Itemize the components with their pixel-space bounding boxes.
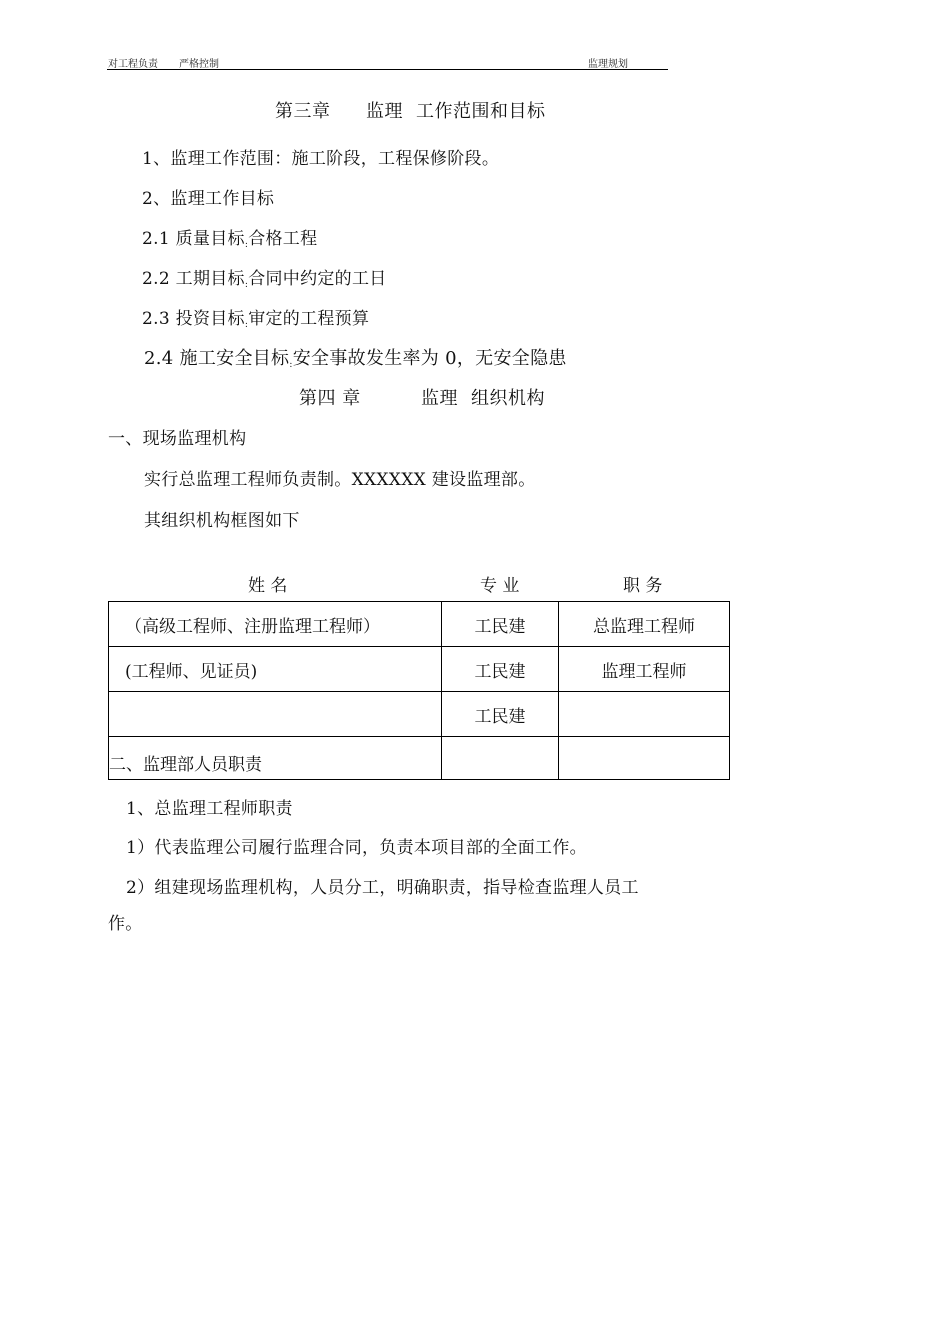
duties-section-title: 二、监理部人员职责 bbox=[109, 737, 442, 780]
scope-item-1: 1、监理工作范围：施工阶段，工程保修阶段。 bbox=[142, 149, 500, 169]
duties-item-1: 1、总监理工程师职责 bbox=[126, 799, 293, 819]
scope-item-2: 2、监理工作目标 bbox=[142, 189, 275, 209]
investment-target-label: 2.3 投资目标 bbox=[142, 309, 245, 329]
header-rule bbox=[107, 69, 668, 70]
table-row bbox=[109, 647, 730, 692]
table-cell-position bbox=[559, 737, 730, 780]
chapter4-title-number: 第四 章 bbox=[299, 388, 361, 409]
table-header-position: 职 务 bbox=[623, 576, 663, 596]
org-section-title: 一、现场监理机构 bbox=[108, 429, 247, 449]
scope-item-2-1 bbox=[142, 224, 317, 250]
table-header-name: 姓 名 bbox=[248, 576, 288, 596]
scope-item-2-4 bbox=[144, 344, 567, 370]
table-cell-position: 监理工程师 bbox=[559, 647, 730, 692]
colon: : bbox=[244, 280, 249, 290]
table-row bbox=[109, 602, 730, 647]
safety-target-value: 安全事故发生率为 0，无安全隐患 bbox=[292, 348, 567, 369]
table-cell-name: （高级工程师、注册监理工程师） bbox=[109, 602, 442, 647]
table-cell-specialty: 工民建 bbox=[442, 647, 559, 692]
table-cell-name: (工程师、见证员) bbox=[109, 647, 442, 692]
colon: : bbox=[244, 240, 249, 250]
table-cell-name bbox=[109, 692, 442, 737]
scope-item-2-2 bbox=[142, 264, 387, 290]
colon: : bbox=[244, 320, 249, 330]
header-slogan-1: 对工程负责 bbox=[108, 59, 158, 70]
table-row bbox=[109, 692, 730, 737]
org-para-1: 实行总监理工程师负责制。XXXXXX 建设监理部。 bbox=[144, 470, 536, 490]
staff-table bbox=[108, 601, 730, 780]
chapter3-title-rest: 工作范围和目标 bbox=[416, 101, 546, 122]
schedule-target-label: 2.2 工期目标 bbox=[142, 269, 245, 289]
chapter3-title-number: 第三章 bbox=[275, 101, 331, 122]
chapter4-title-subject: 监理 bbox=[421, 388, 458, 409]
quality-target-value: 合格工程 bbox=[248, 229, 318, 249]
chapter3-title-subject: 监理 bbox=[366, 101, 403, 122]
safety-target-label: 2.4 施工安全目标 bbox=[144, 348, 290, 369]
colon: : bbox=[289, 360, 293, 370]
duties-item-1-1: 1）代表监理公司履行监理合同，负责本项目部的全面工作。 bbox=[126, 838, 587, 858]
duties-item-1-2-line1: 2）组建现场监理机构，人员分工，明确职责，指导检查监理人员工 bbox=[126, 878, 639, 898]
table-row bbox=[109, 737, 730, 780]
table-cell-specialty bbox=[442, 737, 559, 780]
org-para-2: 其组织机构框图如下 bbox=[144, 511, 300, 531]
table-cell-position: 总监理工程师 bbox=[559, 602, 730, 647]
schedule-target-value: 合同中约定的工日 bbox=[248, 269, 387, 289]
scope-item-2-3 bbox=[142, 304, 369, 330]
investment-target-value: 审定的工程预算 bbox=[248, 309, 370, 329]
header-slogan-2: 严格控制 bbox=[179, 59, 219, 70]
duties-item-1-2-line2: 作。 bbox=[108, 914, 143, 934]
table-cell-specialty: 工民建 bbox=[442, 602, 559, 647]
header-doc-title: 监理规划 bbox=[588, 59, 628, 70]
table-header-specialty: 专 业 bbox=[480, 576, 520, 596]
table-cell-position bbox=[559, 692, 730, 737]
quality-target-label: 2.1 质量目标 bbox=[142, 229, 245, 249]
table-cell-specialty: 工民建 bbox=[442, 692, 559, 737]
chapter4-title-rest: 组织机构 bbox=[471, 388, 545, 409]
